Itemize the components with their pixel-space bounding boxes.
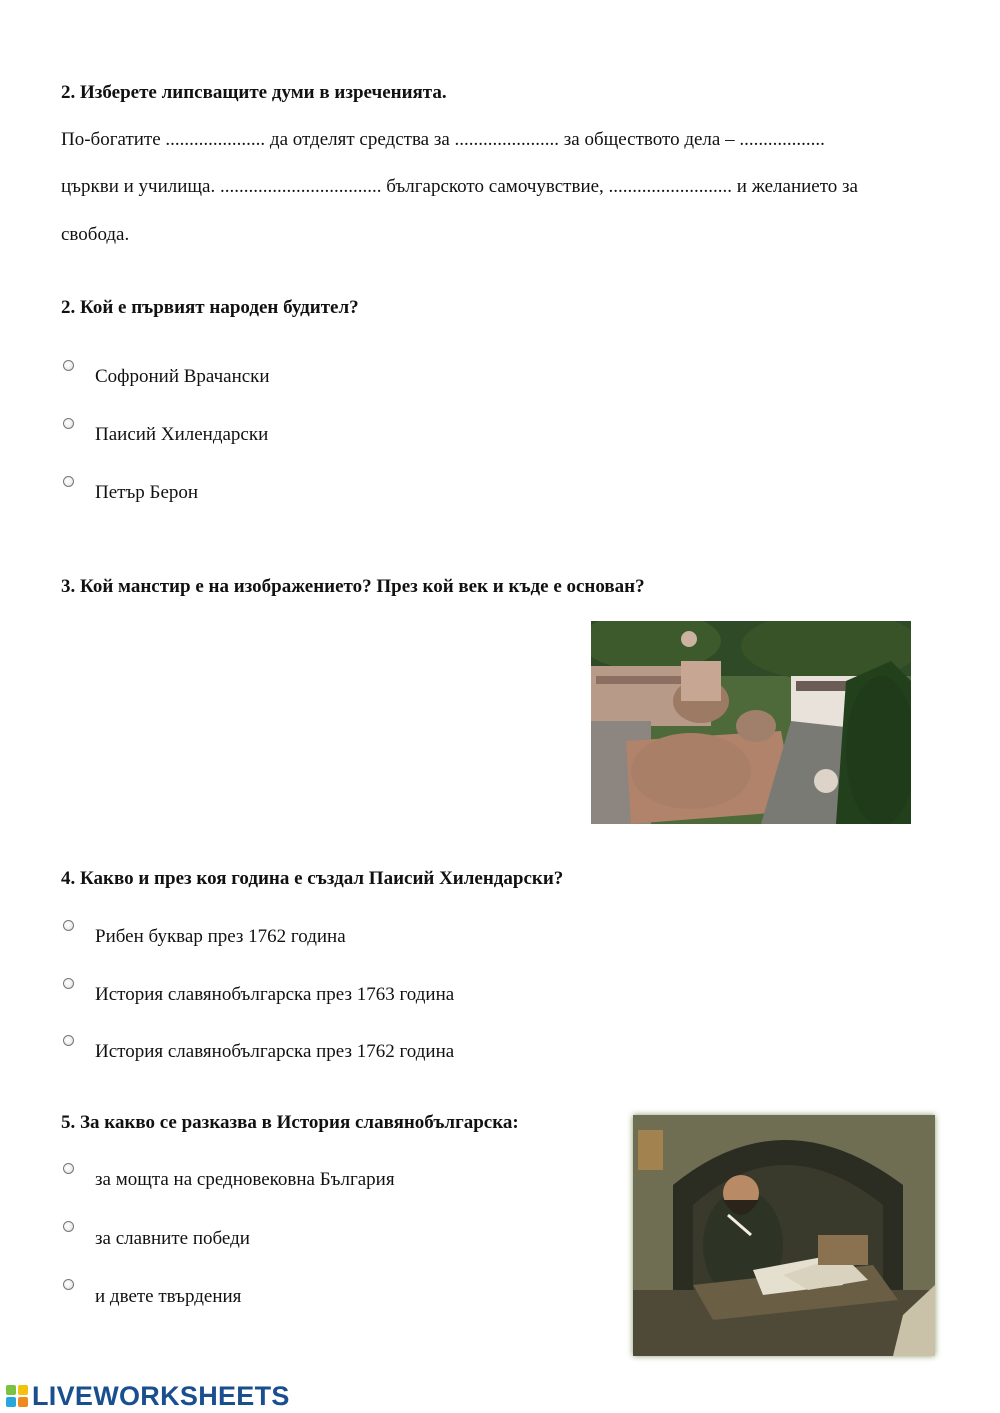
paisii-painting — [633, 1115, 935, 1356]
question-3-title: 3. Кой манстир е на изображението? През кой век и къде е основан? — [61, 576, 645, 597]
q2-option-2-label[interactable]: Паисий Хилендарски — [95, 424, 269, 445]
q2-option-3-radio[interactable] — [63, 476, 74, 487]
logo-text: LIVEWORKSHEETS — [32, 1380, 290, 1411]
fill-blank-line-2[interactable]: църкви и училища. .................................. българското самочувствие, .......................... и желанието за — [61, 176, 858, 197]
fill-blank-line-3: свобода. — [61, 224, 130, 245]
q5-option-2-radio[interactable] — [63, 1221, 74, 1232]
q2-option-1-label[interactable]: Софроний Врачански — [95, 366, 270, 387]
question-2-title: 2. Кой е първият народен будител? — [61, 297, 359, 318]
section1-title: 2. Изберете липсващите думи в изреченията. — [61, 82, 447, 103]
q4-option-3-label[interactable]: История славянобългарска през 1762 година — [95, 1041, 455, 1062]
liveworksheets-logo[interactable] — [6, 1380, 290, 1412]
question-5-title: 5. За какво се разказва в История славянобългарска: — [61, 1112, 519, 1133]
q4-option-3-radio[interactable] — [63, 1035, 74, 1046]
q5-option-1-label[interactable]: за мощта на средновековна България — [95, 1169, 395, 1190]
question-4-title: 4. Какво и през коя година е създал Паисий Хилендарски? — [61, 868, 564, 889]
q4-option-2-radio[interactable] — [63, 978, 74, 989]
q5-option-2-label[interactable]: за славните победи — [95, 1228, 250, 1249]
q5-option-1-radio[interactable] — [63, 1163, 74, 1174]
q4-option-1-label[interactable]: Рибен буквар през 1762 година — [95, 926, 346, 947]
logo-blocks-icon — [6, 1385, 28, 1407]
monastery-photo — [591, 621, 911, 824]
q5-option-3-radio[interactable] — [63, 1279, 74, 1290]
q4-option-2-label[interactable]: История славянобългарска през 1763 година — [95, 984, 455, 1005]
q5-option-3-label[interactable]: и двете твърдения — [95, 1286, 242, 1307]
fill-blank-line-1[interactable]: По-богатите ..................... да отделят средства за ...................... за обществото дела – .................. — [61, 129, 825, 150]
q2-option-1-radio[interactable] — [63, 360, 74, 371]
q2-option-2-radio[interactable] — [63, 418, 74, 429]
q4-option-1-radio[interactable] — [63, 920, 74, 931]
q2-option-3-label[interactable]: Петър Берон — [95, 482, 199, 503]
